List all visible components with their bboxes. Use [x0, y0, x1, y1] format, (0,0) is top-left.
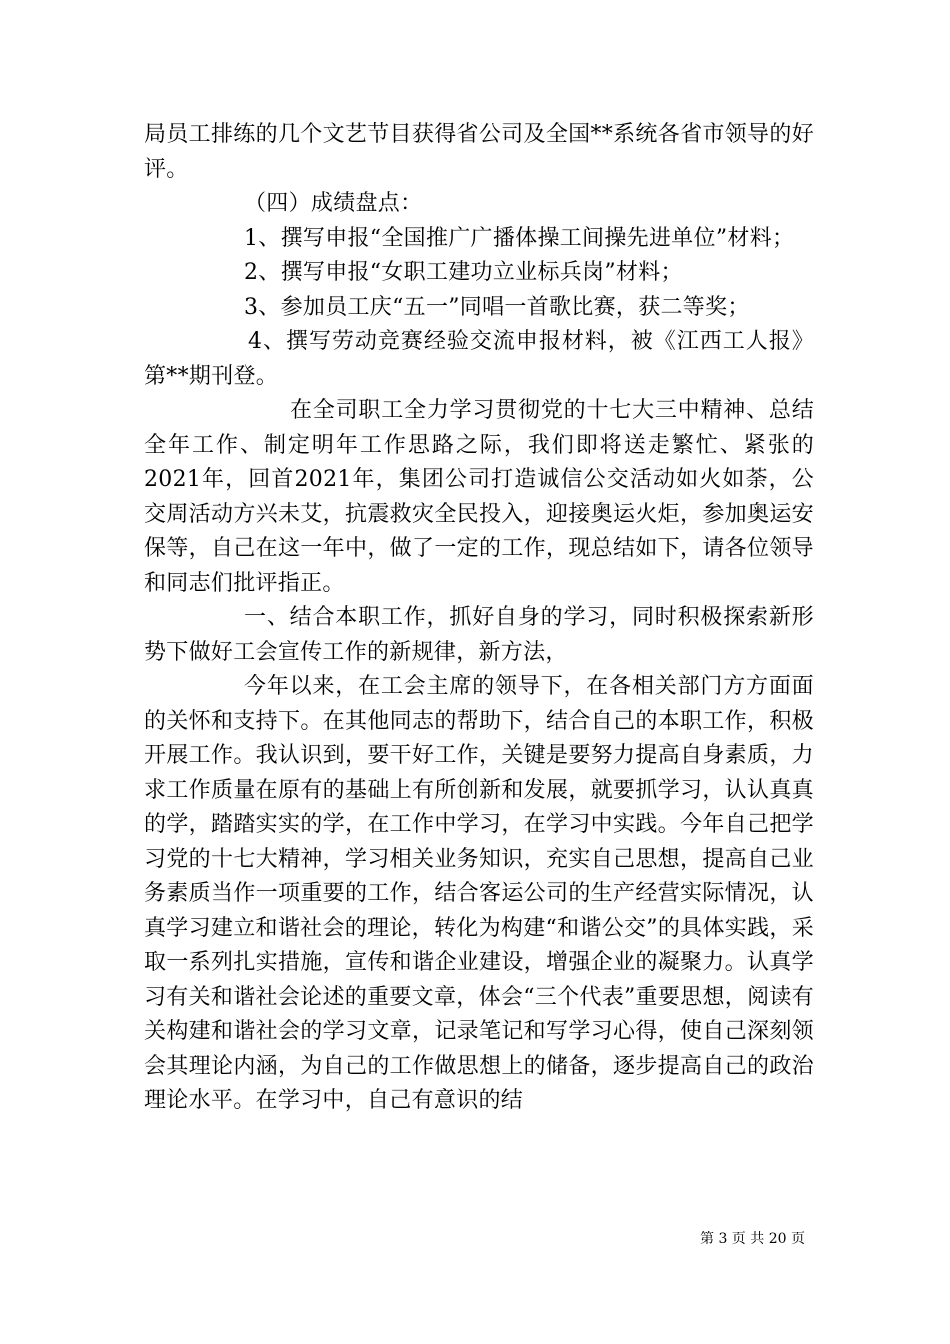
section-heading-one: 一、结合本职工作，抓好自身的学习，同时积极探索新形势下做好工会宣传工作的新规律，新方法，: [144, 605, 814, 665]
paragraph-body: 今年以来，在工会主席的领导下，在各相关部门方方面面的关怀和支持下。在其他同志的帮助下，结合自己的本职工作，积极开展工作。我认识到，要干好工作，关键是要努力提高自身素质，力求工作质量在原有的基础上有所创新和发展，就要抓学习，认认真真的学，踏踏实实的学，在工作中学习，在学习中实践。今年自己把学习党的十七大精神，学习相关业务知识，充实自己思想，提高自己业务素质当作一项重要的工作，结合客运公司的生产经营实际情况，认真学习建立和谐社会的理论，转化为构建“和谐公交”的具体实践，采取一系列扎实措施，宣传和谐企业建设，增强企业的凝聚力。认真学习有关和谐社会论述的重要文章，体会“三个代表”重要思想，阅读有关构建和谐社会的学习文章，记录笔记和写学习心得，使自己深刻领会其理论内涵，为自己的工作做思想上的储备，逐步提高自己的政治理论水平。在学习中，自己有意识的结: [144, 674, 814, 1113]
paragraph-introduction: 在全司职工全力学习贯彻党的十七大三中精神、总结全年工作、制定明年工作思路之际，我们即将送走繁忙、紧张的2021年，回首2021年，集团公司打造诚信公交活动如火如荼，公交周活动方兴未艾，抗震救灾全民投入，迎接奥运火炬，参加奥运安保等，自己在这一年中，做了一定的工作，现总结如下，请各位领导和同志们批评指正。: [144, 398, 814, 596]
achievement-item-1: 1、撰写申报“全国推广广播体操工间操先进单位”材料；: [244, 225, 795, 251]
page-number-footer: 第 3 页 共 20 页: [700, 1231, 805, 1247]
document-body: [144, 118, 814, 1119]
achievement-item-4: 4、撰写劳动竞赛经验交流申报材料，被《江西工人报》第**期刊登。: [144, 329, 814, 389]
achievement-item-3: 3、参加员工庆“五一”同唱一首歌比赛，获二等奖；: [244, 294, 750, 320]
paragraph-continuation: 局员工排练的几个文艺节目获得省公司及全国**系统各省市领导的好评。: [144, 122, 814, 182]
achievement-item-2: 2、撰写申报“女职工建功立业标兵岗”材料；: [244, 260, 683, 285]
section-heading-achievements: （四）成绩盘点：: [244, 191, 423, 216]
